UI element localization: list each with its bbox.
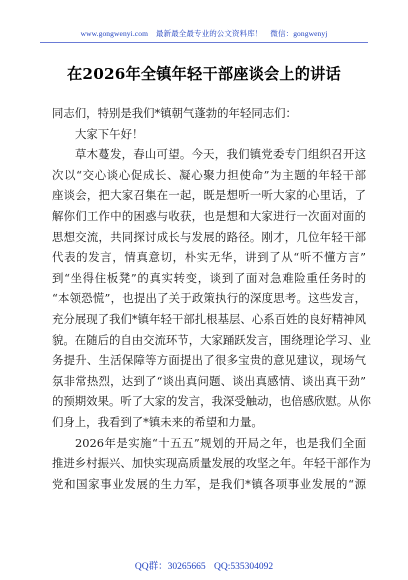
footer-qq-group: QQ群：30265665 — [134, 562, 206, 572]
paragraph-line: 貌。在随后的自由交流环节，大家踊跃发言，围绕理论学习、业 — [52, 332, 371, 347]
paragraph-line: 氛非常热烈，达到了“谈出真问题、谈出真感情、谈出真干劲” — [52, 373, 366, 388]
paragraph-line: 到“坐得住板凳”的真实转变，谈到了面对急难险重任务时的 — [52, 270, 366, 285]
paragraph — [52, 103, 366, 124]
paragraph-line: 草木蔓发，春山可望。今天，我们镇党委专门组织召开这 — [75, 147, 366, 162]
paragraph-line: 座谈会，把大家召集在一起，既是想听一听大家的心里话，了 — [52, 188, 366, 203]
paragraph-line: 思想交流，共同探讨成长与发展的路径。刚才，几位年轻干部 — [52, 229, 366, 244]
header-slogan: 最新最全最专业的公文资料库！ — [156, 29, 263, 38]
paragraph — [52, 124, 366, 145]
paragraph-line: “本领恐慌”，也提出了关于政策执行的深度思考。这些发言， — [52, 291, 366, 306]
paragraph — [52, 144, 371, 432]
header-bar — [0, 28, 408, 39]
paragraph-line: 解你们工作中的困惑与收获，也是想和大家进行一次面对面的 — [52, 208, 366, 223]
paragraph-line: 代表的发言，情真意切，朴实无华，讲到了从“听不懂方言” — [52, 250, 366, 265]
paragraph-line: 党和国家事业发展的生力军，是我们*镇各项事业发展的“源 — [52, 476, 366, 491]
paragraph-line: 推进乡村振兴、加快实现高质量发展的攻坚之年。年轻干部作为 — [52, 456, 371, 471]
paragraph-line: 次以“交心谈心促成长、凝心聚力担使命”为主题的年轻干部 — [52, 167, 366, 182]
footer-bar — [0, 558, 408, 572]
document-body — [52, 103, 371, 494]
header-divider — [40, 42, 368, 43]
paragraph-line: 2026年是实施“十五五”规划的开局之年，也是我们全面 — [75, 435, 366, 450]
document-title: 在2026年全镇年轻干部座谈会上的讲话 — [67, 65, 341, 83]
paragraph-line: 的预期效果。听了大家的发言，我深受触动，也倍感欣慰。从你 — [52, 394, 371, 409]
paragraph-line: 们身上，我看到了*镇未来的希望和力量。 — [52, 414, 263, 429]
paragraph-line: 务提升、生活保障等方面提出了很多宝贵的意见建议，现场气 — [52, 353, 366, 368]
paragraph-line: 大家下午好！ — [75, 126, 144, 141]
paragraph-line: 充分展现了我们*镇年轻干部扎根基层、心系百姓的良好精神风 — [52, 311, 366, 326]
paragraph-line: 同志们，特别是我们*镇朝气蓬勃的年轻同志们： — [52, 106, 297, 120]
footer-qq: QQ:535304092 — [213, 562, 274, 572]
header-wechat: 微信：gongwenyj — [270, 29, 328, 38]
header-website-link[interactable]: www.gongwenyi.com — [80, 29, 149, 38]
paragraph — [52, 433, 371, 495]
